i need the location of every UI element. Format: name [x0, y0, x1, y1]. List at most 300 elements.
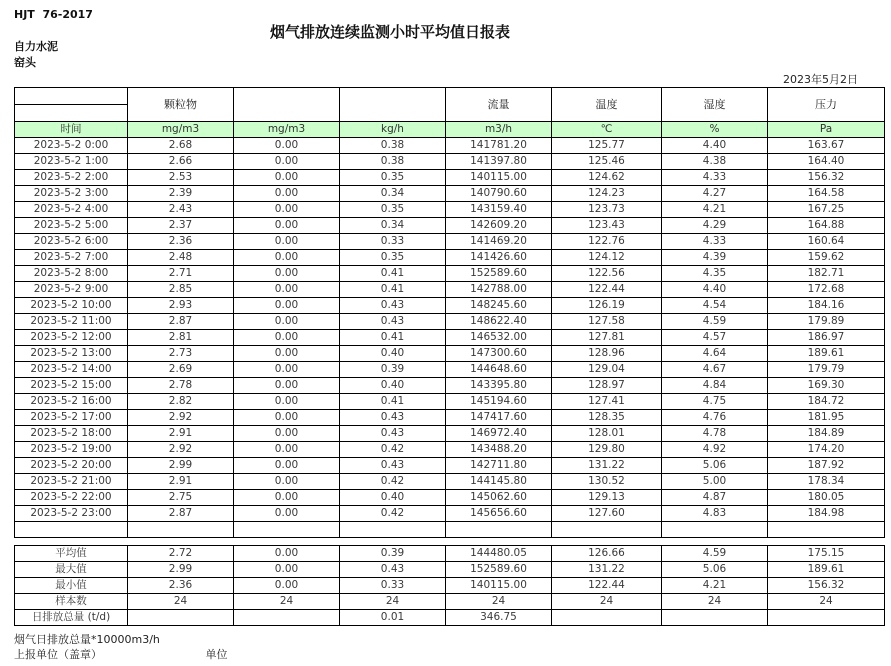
value-cell: 122.56: [552, 266, 662, 282]
value-cell: 4.40: [662, 282, 768, 298]
time-cell: 2023-5-2 2:00: [15, 170, 128, 186]
unit-cell: %: [662, 122, 768, 138]
time-cell: 2023-5-2 10:00: [15, 298, 128, 314]
group-header-pressure: 压力: [768, 88, 885, 122]
value-cell: 128.97: [552, 378, 662, 394]
value-cell: 184.98: [768, 506, 885, 522]
value-cell: 143159.40: [446, 202, 552, 218]
value-cell: 163.67: [768, 138, 885, 154]
value-cell: 0.43: [340, 458, 446, 474]
value-cell: 2.91: [128, 474, 234, 490]
value-cell: 4.84: [662, 378, 768, 394]
value-cell: 0.00: [234, 458, 340, 474]
table-row: [15, 578, 885, 594]
table-row: [15, 458, 885, 474]
table-row: [15, 282, 885, 298]
value-cell: 124.62: [552, 170, 662, 186]
value-cell: 182.71: [768, 266, 885, 282]
value-cell: 178.34: [768, 474, 885, 490]
value-cell: 169.30: [768, 378, 885, 394]
spacer-cell: [15, 522, 128, 538]
value-cell: 4.29: [662, 218, 768, 234]
value-cell: [552, 610, 662, 626]
value-cell: 0.41: [340, 266, 446, 282]
value-cell: 164.88: [768, 218, 885, 234]
value-cell: 2.43: [128, 202, 234, 218]
value-cell: 184.16: [768, 298, 885, 314]
unit-cell: ℃: [552, 122, 662, 138]
value-cell: 5.06: [662, 562, 768, 578]
value-cell: 0.34: [340, 218, 446, 234]
value-cell: 2.36: [128, 234, 234, 250]
table-row: [15, 562, 885, 578]
table-row: [15, 250, 885, 266]
value-cell: 156.32: [768, 170, 885, 186]
table-row: [15, 506, 885, 522]
value-cell: 0.00: [234, 186, 340, 202]
value-cell: 5.06: [662, 458, 768, 474]
value-cell: 0.33: [340, 578, 446, 594]
group-header-empty-1: [234, 88, 340, 122]
table-row: [15, 474, 885, 490]
total-emission-footnote: 烟气日排放总量*10000m3/h: [14, 633, 160, 646]
value-cell: 4.40: [662, 138, 768, 154]
value-cell: 143488.20: [446, 442, 552, 458]
value-cell: 0.43: [340, 562, 446, 578]
value-cell: 0.40: [340, 346, 446, 362]
value-cell: 24: [768, 594, 885, 610]
value-cell: 2.37: [128, 218, 234, 234]
value-cell: 124.23: [552, 186, 662, 202]
value-cell: 130.52: [552, 474, 662, 490]
spacer-cell: [662, 522, 768, 538]
value-cell: 152589.60: [446, 562, 552, 578]
unit-cell: mg/m3: [234, 122, 340, 138]
value-cell: 4.33: [662, 234, 768, 250]
value-cell: 0.00: [234, 378, 340, 394]
value-cell: 142788.00: [446, 282, 552, 298]
value-cell: 2.85: [128, 282, 234, 298]
value-cell: 122.44: [552, 578, 662, 594]
value-cell: 5.00: [662, 474, 768, 490]
value-cell: 141781.20: [446, 138, 552, 154]
value-cell: 2.78: [128, 378, 234, 394]
value-cell: 0.41: [340, 282, 446, 298]
value-cell: 131.22: [552, 458, 662, 474]
group-header-row: [15, 88, 885, 105]
value-cell: 0.00: [234, 170, 340, 186]
value-cell: 2.39: [128, 186, 234, 202]
value-cell: 0.00: [234, 154, 340, 170]
value-cell: 0.33: [340, 234, 446, 250]
value-cell: 24: [662, 594, 768, 610]
value-cell: 24: [234, 594, 340, 610]
value-cell: 0.39: [340, 362, 446, 378]
value-cell: 124.12: [552, 250, 662, 266]
value-cell: 0.01: [340, 610, 446, 626]
value-cell: 147417.60: [446, 410, 552, 426]
value-cell: 145194.60: [446, 394, 552, 410]
value-cell: 24: [340, 594, 446, 610]
value-cell: 4.67: [662, 362, 768, 378]
value-cell: 0.00: [234, 234, 340, 250]
value-cell: 0.00: [234, 330, 340, 346]
value-cell: 128.96: [552, 346, 662, 362]
unit-header-row: [15, 122, 885, 138]
spacer-cell: [446, 522, 552, 538]
value-cell: 0.00: [234, 314, 340, 330]
value-cell: 126.19: [552, 298, 662, 314]
value-cell: 0.00: [234, 362, 340, 378]
value-cell: 0.00: [234, 394, 340, 410]
stat-label-cell: 最小值: [15, 578, 128, 594]
table-row: [15, 362, 885, 378]
value-cell: 4.35: [662, 266, 768, 282]
value-cell: 4.76: [662, 410, 768, 426]
value-cell: 2.71: [128, 266, 234, 282]
value-cell: 0.43: [340, 298, 446, 314]
summary-table: [14, 545, 885, 626]
table-row: [15, 610, 885, 626]
spacer-cell: [234, 522, 340, 538]
value-cell: 0.00: [234, 282, 340, 298]
value-cell: 147300.60: [446, 346, 552, 362]
value-cell: 186.97: [768, 330, 885, 346]
value-cell: 179.79: [768, 362, 885, 378]
value-cell: 2.73: [128, 346, 234, 362]
table-row: [15, 138, 885, 154]
value-cell: 0.00: [234, 410, 340, 426]
value-cell: 0.35: [340, 250, 446, 266]
spacer-section: [15, 522, 885, 538]
value-cell: 4.39: [662, 250, 768, 266]
table-row: [15, 546, 885, 562]
value-cell: 0.00: [234, 474, 340, 490]
time-cell: 2023-5-2 12:00: [15, 330, 128, 346]
value-cell: 184.72: [768, 394, 885, 410]
value-cell: 0.00: [234, 218, 340, 234]
monitor-point-name: 窑头: [14, 56, 36, 69]
value-cell: 4.38: [662, 154, 768, 170]
value-cell: 0.40: [340, 378, 446, 394]
value-cell: 180.05: [768, 490, 885, 506]
value-cell: 122.44: [552, 282, 662, 298]
value-cell: 0.00: [234, 578, 340, 594]
value-cell: 2.69: [128, 362, 234, 378]
company-name: 自力水泥: [14, 40, 58, 53]
table-row: [15, 594, 885, 610]
value-cell: 127.41: [552, 394, 662, 410]
stat-label-cell: 样本数: [15, 594, 128, 610]
spacer-cell: [552, 522, 662, 538]
time-cell: 2023-5-2 15:00: [15, 378, 128, 394]
value-cell: 148245.60: [446, 298, 552, 314]
value-cell: 187.92: [768, 458, 885, 474]
value-cell: 0.38: [340, 138, 446, 154]
time-cell: 2023-5-2 11:00: [15, 314, 128, 330]
value-cell: 144480.05: [446, 546, 552, 562]
value-cell: 2.92: [128, 410, 234, 426]
value-cell: 0.39: [340, 546, 446, 562]
value-cell: 144145.80: [446, 474, 552, 490]
value-cell: 142609.20: [446, 218, 552, 234]
value-cell: 125.77: [552, 138, 662, 154]
value-cell: 2.91: [128, 426, 234, 442]
table-row: [15, 346, 885, 362]
value-cell: 2.87: [128, 314, 234, 330]
value-cell: 0.42: [340, 474, 446, 490]
value-cell: 123.43: [552, 218, 662, 234]
value-cell: 0.40: [340, 490, 446, 506]
stat-label-cell: 最大值: [15, 562, 128, 578]
value-cell: 126.66: [552, 546, 662, 562]
spacer-cell: [768, 522, 885, 538]
value-cell: 156.32: [768, 578, 885, 594]
value-cell: 2.93: [128, 298, 234, 314]
value-cell: 129.80: [552, 442, 662, 458]
table-row: [15, 314, 885, 330]
value-cell: 24: [128, 594, 234, 610]
value-cell: 128.01: [552, 426, 662, 442]
time-cell: 2023-5-2 0:00: [15, 138, 128, 154]
value-cell: 127.58: [552, 314, 662, 330]
value-cell: 2.99: [128, 458, 234, 474]
value-cell: 148622.40: [446, 314, 552, 330]
value-cell: 4.21: [662, 578, 768, 594]
value-cell: 4.21: [662, 202, 768, 218]
value-cell: 175.15: [768, 546, 885, 562]
table-row: [15, 170, 885, 186]
value-cell: 2.75: [128, 490, 234, 506]
value-cell: 4.57: [662, 330, 768, 346]
table-row: [15, 410, 885, 426]
group-header-humidity: 湿度: [662, 88, 768, 122]
group-header-temperature: 温度: [552, 88, 662, 122]
value-cell: 189.61: [768, 562, 885, 578]
value-cell: 0.00: [234, 346, 340, 362]
value-cell: 0.34: [340, 186, 446, 202]
value-cell: 0.00: [234, 138, 340, 154]
corner-cell-top: [15, 88, 128, 105]
spacer-cell: [128, 522, 234, 538]
value-cell: 346.75: [446, 610, 552, 626]
value-cell: 145656.60: [446, 506, 552, 522]
value-cell: 146972.40: [446, 426, 552, 442]
value-cell: 0.00: [234, 490, 340, 506]
value-cell: 131.22: [552, 562, 662, 578]
value-cell: 129.04: [552, 362, 662, 378]
value-cell: 4.83: [662, 506, 768, 522]
table-row: [15, 330, 885, 346]
value-cell: 2.48: [128, 250, 234, 266]
value-cell: 167.25: [768, 202, 885, 218]
signature-line: [14, 646, 228, 662]
value-cell: 0.42: [340, 442, 446, 458]
table-row: [15, 490, 885, 506]
value-cell: [768, 610, 885, 626]
value-cell: [234, 610, 340, 626]
unit-label: 单位: [205, 648, 228, 661]
value-cell: 184.89: [768, 426, 885, 442]
table-row: [15, 186, 885, 202]
value-cell: 2.68: [128, 138, 234, 154]
time-cell: 2023-5-2 19:00: [15, 442, 128, 458]
time-cell: 2023-5-2 23:00: [15, 506, 128, 522]
unit-cell: Pa: [768, 122, 885, 138]
value-cell: 0.00: [234, 298, 340, 314]
value-cell: 0.00: [234, 442, 340, 458]
value-cell: 4.75: [662, 394, 768, 410]
value-cell: 140790.60: [446, 186, 552, 202]
value-cell: 160.64: [768, 234, 885, 250]
value-cell: 143395.80: [446, 378, 552, 394]
value-cell: 141397.80: [446, 154, 552, 170]
unit-cell: mg/m3: [128, 122, 234, 138]
value-cell: 144648.60: [446, 362, 552, 378]
group-header-flow: 流量: [446, 88, 552, 122]
stat-label-cell: 日排放总量 (t/d): [15, 610, 128, 626]
value-cell: 2.81: [128, 330, 234, 346]
value-cell: 0.00: [234, 266, 340, 282]
value-cell: 0.00: [234, 506, 340, 522]
value-cell: 179.89: [768, 314, 885, 330]
value-cell: 4.54: [662, 298, 768, 314]
value-cell: 129.13: [552, 490, 662, 506]
table-header: [15, 88, 885, 138]
time-cell: 2023-5-2 1:00: [15, 154, 128, 170]
time-cell: 2023-5-2 13:00: [15, 346, 128, 362]
table-row: [15, 442, 885, 458]
value-cell: 123.73: [552, 202, 662, 218]
corner-cell-bottom: [15, 105, 128, 122]
group-header-empty-2: [340, 88, 446, 122]
value-cell: 0.00: [234, 250, 340, 266]
time-cell: 2023-5-2 5:00: [15, 218, 128, 234]
doc-code: HJT 76-2017: [14, 8, 93, 21]
hourly-data-table: [14, 87, 885, 538]
value-cell: 141426.60: [446, 250, 552, 266]
time-cell: 2023-5-2 14:00: [15, 362, 128, 378]
value-cell: 189.61: [768, 346, 885, 362]
value-cell: 0.41: [340, 330, 446, 346]
time-cell: 2023-5-2 21:00: [15, 474, 128, 490]
value-cell: 164.58: [768, 186, 885, 202]
value-cell: 2.53: [128, 170, 234, 186]
report-title: 烟气排放连续监测小时平均值日报表: [269, 23, 510, 41]
time-cell: 2023-5-2 3:00: [15, 186, 128, 202]
table-row: [15, 298, 885, 314]
value-cell: 0.42: [340, 506, 446, 522]
value-cell: 140115.00: [446, 578, 552, 594]
value-cell: 125.46: [552, 154, 662, 170]
value-cell: 2.82: [128, 394, 234, 410]
value-cell: 0.00: [234, 426, 340, 442]
value-cell: 0.38: [340, 154, 446, 170]
time-cell: 2023-5-2 22:00: [15, 490, 128, 506]
time-cell: 2023-5-2 8:00: [15, 266, 128, 282]
time-cell: 2023-5-2 18:00: [15, 426, 128, 442]
value-cell: 2.72: [128, 546, 234, 562]
unit-cell: m3/h: [446, 122, 552, 138]
value-cell: 2.36: [128, 578, 234, 594]
value-cell: 0.00: [234, 202, 340, 218]
value-cell: 140115.00: [446, 170, 552, 186]
value-cell: 4.64: [662, 346, 768, 362]
table-row: [15, 234, 885, 250]
value-cell: [662, 610, 768, 626]
group-header-particulate: 颗粒物: [128, 88, 234, 122]
value-cell: 4.33: [662, 170, 768, 186]
value-cell: 2.87: [128, 506, 234, 522]
value-cell: 0.00: [234, 546, 340, 562]
value-cell: 128.35: [552, 410, 662, 426]
value-cell: 0.43: [340, 314, 446, 330]
value-cell: 159.62: [768, 250, 885, 266]
value-cell: 181.95: [768, 410, 885, 426]
time-header-cell: 时间: [15, 122, 128, 138]
value-cell: 0.43: [340, 410, 446, 426]
time-cell: 2023-5-2 17:00: [15, 410, 128, 426]
value-cell: 146532.00: [446, 330, 552, 346]
value-cell: 0.43: [340, 426, 446, 442]
value-cell: 0.41: [340, 394, 446, 410]
value-cell: 0.35: [340, 170, 446, 186]
value-cell: 4.59: [662, 546, 768, 562]
spacer-row: [15, 522, 885, 538]
summary-rows: [15, 546, 885, 626]
value-cell: 4.78: [662, 426, 768, 442]
value-cell: 0.00: [234, 562, 340, 578]
value-cell: 142711.80: [446, 458, 552, 474]
value-cell: 4.27: [662, 186, 768, 202]
table-row: [15, 154, 885, 170]
value-cell: 0.35: [340, 202, 446, 218]
value-cell: 4.87: [662, 490, 768, 506]
table-row: [15, 202, 885, 218]
data-rows: [15, 138, 885, 522]
value-cell: 4.59: [662, 314, 768, 330]
time-cell: 2023-5-2 20:00: [15, 458, 128, 474]
time-cell: 2023-5-2 7:00: [15, 250, 128, 266]
unit-cell: kg/h: [340, 122, 446, 138]
time-cell: 2023-5-2 9:00: [15, 282, 128, 298]
table-row: [15, 218, 885, 234]
table-row: [15, 394, 885, 410]
value-cell: [128, 610, 234, 626]
time-cell: 2023-5-2 6:00: [15, 234, 128, 250]
value-cell: 24: [446, 594, 552, 610]
table-row: [15, 266, 885, 282]
report-date: 2023年5月2日: [783, 73, 858, 86]
table-row: [15, 426, 885, 442]
value-cell: 145062.60: [446, 490, 552, 506]
stat-label-cell: 平均值: [15, 546, 128, 562]
value-cell: 127.81: [552, 330, 662, 346]
value-cell: 127.60: [552, 506, 662, 522]
value-cell: 122.76: [552, 234, 662, 250]
value-cell: 2.99: [128, 562, 234, 578]
value-cell: 4.92: [662, 442, 768, 458]
value-cell: 24: [552, 594, 662, 610]
value-cell: 2.66: [128, 154, 234, 170]
time-cell: 2023-5-2 4:00: [15, 202, 128, 218]
value-cell: 164.40: [768, 154, 885, 170]
time-cell: 2023-5-2 16:00: [15, 394, 128, 410]
value-cell: 174.20: [768, 442, 885, 458]
value-cell: 2.92: [128, 442, 234, 458]
value-cell: 172.68: [768, 282, 885, 298]
table-row: [15, 378, 885, 394]
